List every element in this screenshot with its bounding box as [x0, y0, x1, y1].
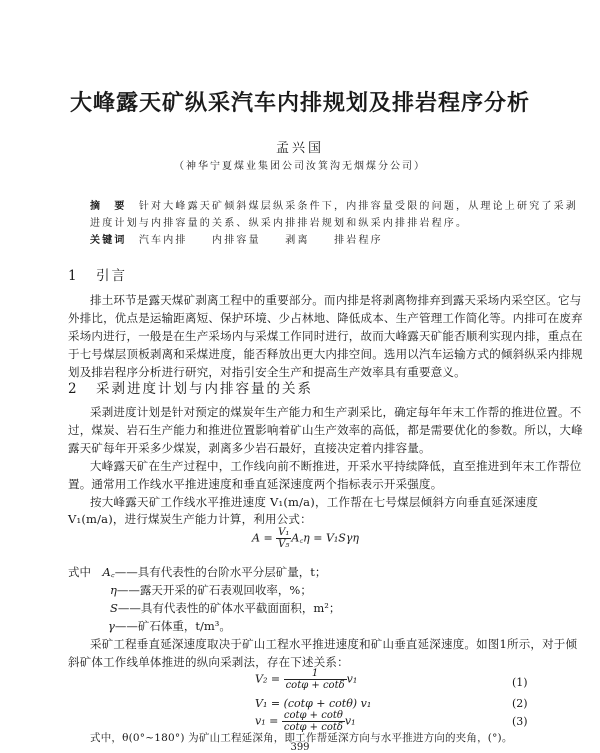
keyword: 内排容量: [212, 235, 261, 246]
body-line: 露天矿每年开采多少煤炭，剥离多少岩石最好，直接决定着内排容量。: [68, 441, 431, 455]
definition: [110, 600, 340, 616]
body-line: 置。通常用工作线水平推进速度和垂直延深速度两个指标表示开采强度。: [68, 477, 443, 491]
formula-rest: A꜀η = V₁Sγη: [291, 531, 360, 545]
denominator: cotφ + cotδ: [285, 680, 345, 691]
symbol: γ: [108, 619, 115, 633]
equation-rest: (cotφ + cotθ) v₁: [283, 697, 372, 710]
equation-2: [255, 697, 371, 710]
equation-rest: v₁: [346, 672, 358, 686]
body-line: 大峰露天矿在生产过程中，工作线向前不断推进，开采水平持续降低，直至推进到年末工作帮位: [90, 459, 582, 473]
denominator: V₅: [278, 539, 290, 550]
affiliation: （神华宁夏煤业集团公司汝箕沟无烟煤分公司）: [174, 161, 426, 172]
body-line: 过，煤炭、岩石生产能力和推进位置影响着矿山生产效率的高低，都是需要优化的参数。所以，大峰: [68, 423, 583, 437]
equation-number: (2): [512, 697, 528, 710]
keyword: 汽车内排: [138, 235, 188, 246]
body-line: 按大峰露天矿工作线水平推进速度 V₁(m/a)，工作帮在七号煤层倾斜方向垂直延深速度: [90, 495, 538, 509]
body-line: 于七号煤层顶板剥离和采煤进度，能否释放出更大内排空间。选用以汽车运输方式的倾斜纵采内排规: [68, 347, 583, 361]
section-title: 采剥进度计划与内排容量的关系: [96, 381, 313, 397]
equation-number: (3): [512, 715, 528, 728]
symbol: A꜀: [102, 565, 115, 579]
author: 孟兴国: [275, 141, 324, 156]
symbol: η: [110, 583, 117, 597]
section-title: 引言: [96, 268, 127, 284]
abstract-text: 针对大峰露天矿倾斜煤层纵采条件下，内排容量受限的问题，从理论上研究了采剥: [138, 201, 579, 212]
paper-title: 大峰露天矿纵采汽车内排规划及排岩程序分析: [69, 91, 530, 116]
page-number: 399: [290, 742, 310, 753]
equation-lhs: V₁ =: [255, 697, 281, 710]
section-heading-1: [68, 264, 127, 284]
fraction: [276, 527, 291, 550]
equation-lhs: V₂ =: [255, 672, 281, 686]
body-line: 划及排岩程序分析进行研究，对指引安全生产和提高生产效率具有重要意义。: [68, 365, 466, 379]
body-line: 采场内进行，一般是在生产采场内与采煤工作同时进行，故而大峰露天矿能否顺利实现内排，重点在: [68, 329, 583, 343]
body-line: 排土环节是露天煤矿剥离工程中的重要部分。而内排是将剥离物排弃到露天采场内采空区。它与: [90, 293, 582, 307]
definition-text: ——具有代表性的台阶水平分层矿量，t；: [114, 565, 327, 579]
formula-lhs: A =: [252, 531, 273, 545]
fraction: [284, 668, 347, 691]
body-line: 斜矿体工作线单体推进的纵向采剥法，存在下述关系：: [68, 655, 349, 669]
keyword: 排岩程序: [334, 235, 383, 246]
equation-number: (1): [512, 676, 528, 689]
equation-1: [255, 668, 357, 691]
numerator: 1: [284, 668, 347, 680]
abstract-line: [90, 197, 579, 212]
definition: [68, 564, 326, 580]
definition-text: ——露天开采的矿石表观回收率，%；: [116, 583, 312, 597]
numerator: cotφ + cotθ: [283, 710, 343, 721]
body-line: 式中，θ(0°~180°) 为矿山工程延深角，即工作帮延深方向与水平推进方向的夹角，(°)。: [90, 732, 513, 744]
equation-lhs: v₁ =: [255, 714, 279, 728]
keywords: [90, 231, 538, 246]
numerator: V₁: [278, 527, 290, 538]
body-line: 外排比，优点是运输距离短、保护环境、少占林地、降低成本、生产管理工作简化等。内排可在废弃: [68, 311, 583, 325]
abstract-line: 进度计划与内排容量的关系、纵采内排排岩规划和纵采内排排岩程序。: [90, 218, 469, 229]
body-line: 采矿工程垂直延深速度取决于矿山工程水平推进速度和矿山垂直延深速度。如图1所示，对于倾: [90, 637, 578, 651]
definitions-intro: 式中: [68, 565, 91, 579]
formula-main: [252, 527, 359, 550]
section-heading-2: [68, 377, 313, 397]
definition: [108, 618, 231, 634]
section-number: 1: [68, 268, 79, 284]
definition-text: ——矿石体重，t/m³。: [114, 619, 231, 633]
definition-text: ——具有代表性的矿体水平截面面积，m²；: [117, 601, 341, 615]
abstract-label: 摘 要: [90, 201, 127, 212]
definition: [110, 582, 312, 598]
equation-rest: v₁: [344, 714, 356, 728]
keyword: 剥离: [285, 235, 310, 246]
keywords-label: 关键词: [90, 235, 127, 246]
section-number: 2: [68, 381, 79, 397]
body-line: 采剥进度计划是针对预定的煤炭年生产能力和生产剥采比，确定每年年末工作帮的推进位置。不: [90, 405, 582, 419]
symbol: S: [110, 601, 118, 615]
body-line: V₁(m/a)，进行煤炭生产能力计算，利用公式：: [68, 512, 312, 526]
denominator: cotφ + cotδ: [283, 722, 343, 733]
